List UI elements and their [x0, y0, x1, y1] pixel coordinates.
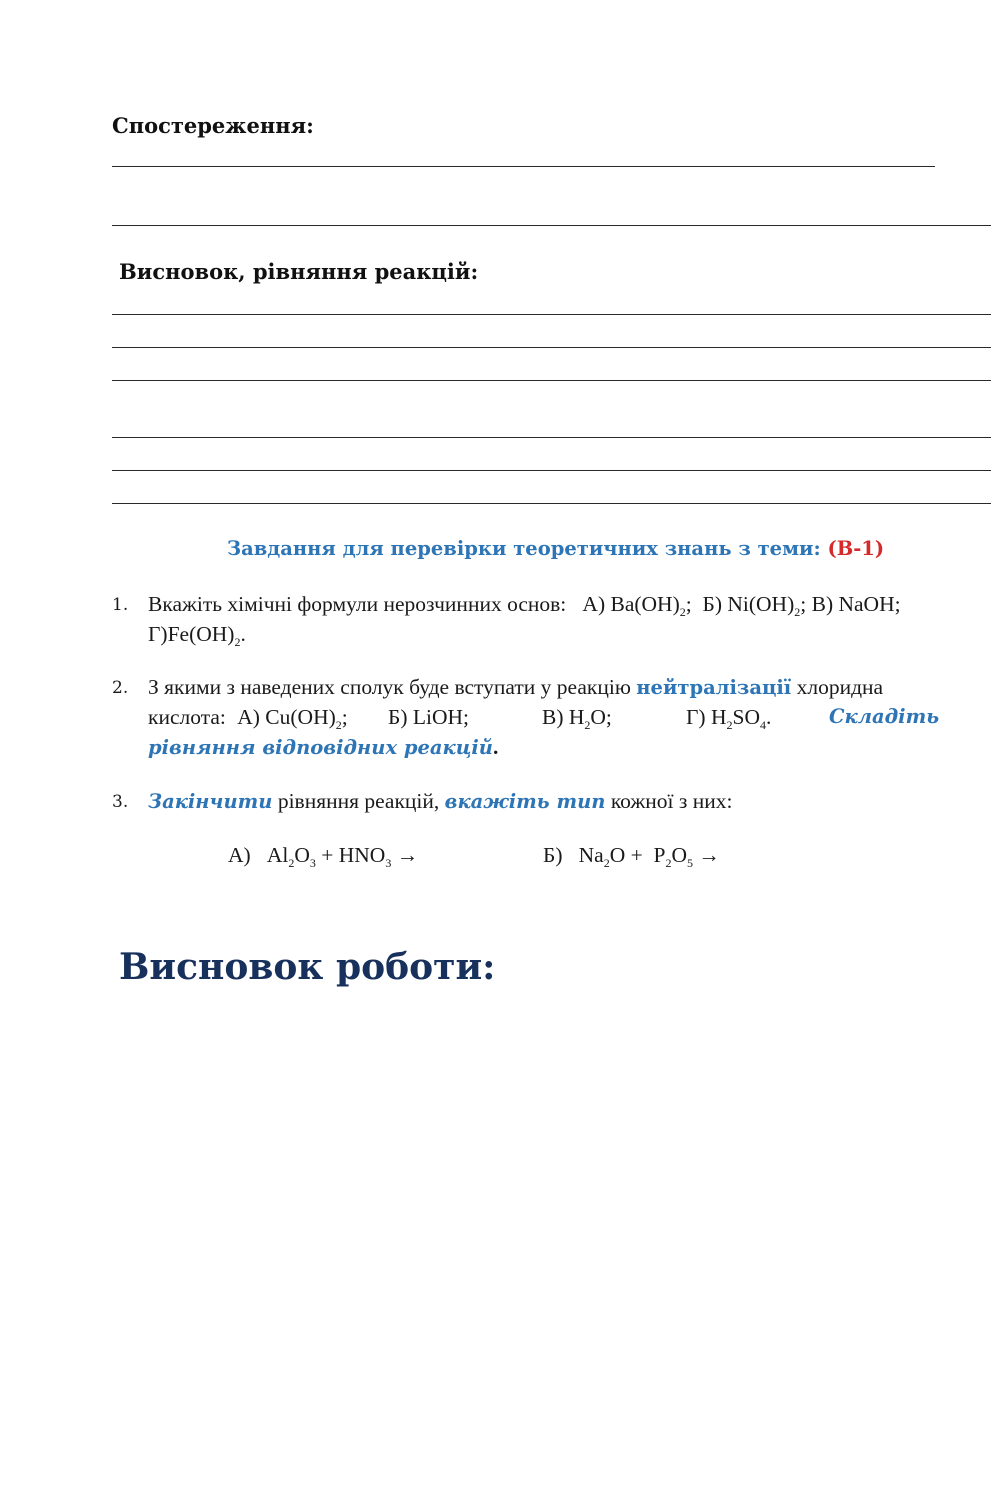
question-1-number: 1. — [112, 595, 129, 615]
question-1-line-2 — [148, 619, 246, 649]
period: . — [492, 735, 499, 759]
option-b: Б) LiOH; — [388, 705, 470, 729]
option-a: А) $Cu(OH)_2$; — [237, 705, 348, 732]
answer-line[interactable] — [112, 166, 935, 167]
question-3-number: 3. — [112, 792, 129, 812]
question-3-text-end: кожної з них: — [610, 789, 733, 813]
answer-line[interactable] — [112, 225, 991, 226]
question-1-text: Вкажіть хімічні формули нерозчинних основ: — [148, 592, 567, 616]
option-c: В) NaOH; — [811, 592, 901, 616]
final-conclusion-heading: Висновок роботи: — [119, 946, 496, 988]
question-3-line-1 — [148, 786, 732, 817]
compose-instruction: Складіть — [829, 705, 940, 728]
answer-line[interactable] — [112, 437, 991, 438]
question-3-text: рівняння реакцій, — [277, 789, 440, 813]
option-c: В) $H_2O$; — [542, 705, 612, 732]
question-2-text-end: хлоридна — [796, 675, 884, 699]
question-2-line-1 — [148, 672, 883, 703]
conclusion-heading: Висновок, рівняння реакцій: — [119, 259, 479, 284]
question-2-text: З якими з наведених сполук буде вступати у реакцію — [148, 675, 631, 699]
arrow-icon: → — [396, 843, 419, 867]
option-d: Г) $H_2SO_4$. — [686, 705, 772, 732]
neutralization-highlight: нейтралізації — [636, 676, 792, 699]
question-2-line-2 — [148, 702, 991, 732]
option-a: А) $Ba(OH)_2$; — [582, 592, 692, 619]
answer-line[interactable] — [112, 470, 991, 471]
question-1-line-1 — [148, 589, 901, 619]
equation-b: Б) $Na_2O + P_2O_5$ → — [543, 843, 720, 870]
option-d: $Г)Fe(OH)_2$. — [148, 622, 246, 649]
tasks-title — [227, 537, 884, 560]
question-2-line-3 — [148, 732, 498, 763]
equation-a: А) $Al_2O_3 + HNO_3$ → — [228, 843, 419, 870]
answer-line[interactable] — [112, 347, 991, 348]
question-2-number: 2. — [112, 678, 129, 698]
answer-line[interactable] — [112, 314, 991, 315]
answer-line[interactable] — [112, 503, 991, 504]
type-instruction: вкажіть тип — [444, 790, 606, 813]
acid-label: кислота: — [148, 705, 226, 729]
answer-line[interactable] — [112, 380, 991, 381]
tasks-title-text: Завдання для перевірки теоретичних знань з теми: — [227, 537, 821, 560]
option-b: Б) $Ni(OH)_2$; — [702, 592, 807, 619]
finish-instruction: Закінчити — [148, 790, 273, 813]
variant-label: (В-1) — [827, 537, 885, 560]
arrow-icon: → — [698, 843, 720, 867]
compose-instruction-cont: рівняння відповідних реакцій — [148, 736, 493, 759]
observations-heading: Спостереження: — [112, 113, 314, 138]
